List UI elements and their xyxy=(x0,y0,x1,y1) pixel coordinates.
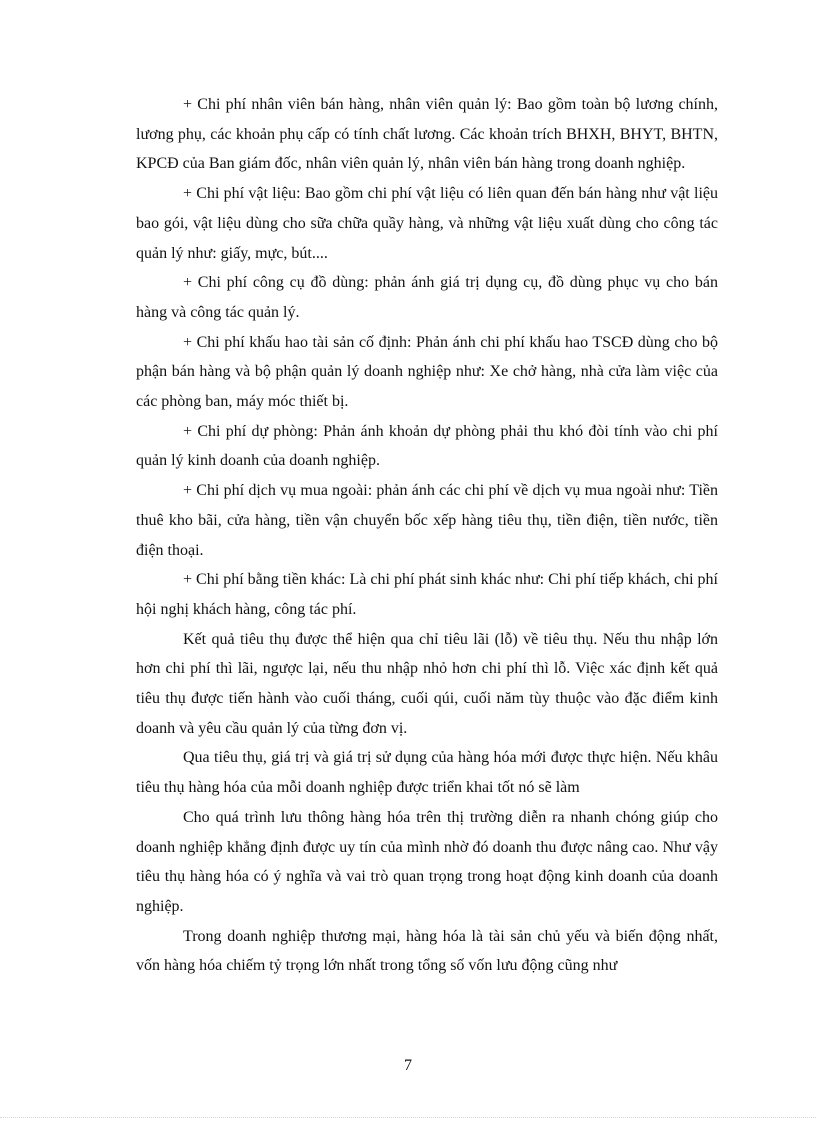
page-body xyxy=(136,90,718,981)
paragraph-sales-result: Kết quả tiêu thụ được thể hiện qua chỉ tiêu lãi (lỗ) về tiêu thụ. Nếu thu nhập lớn hơn chi phí thì lãi, ngược lại, nếu thu nhập nhỏ hơn chi phí thì lỗ. Việc xác định kết quả tiêu thụ được tiến hành vào cuối tháng, cuối qúi, cuối năm tùy thuộc vào đặc điểm kinh doanh và yêu cầu quản lý của từng đơn vị. xyxy=(136,630,718,737)
paragraph-circulation: Cho quá trình lưu thông hàng hóa trên thị trường diễn ra nhanh chóng giúp cho doanh nghiệp khẳng định được uy tín của mình nhờ đó doanh thu được nâng cao. Như vậy tiêu thụ hàng hóa có ý nghĩa và vai trò quan trọng trong hoạt động kinh doanh của doanh nghiệp. xyxy=(136,808,718,915)
page-number: 7 xyxy=(404,1057,412,1074)
paragraph-other-cash-costs: + Chi phí bằng tiền khác: Là chi phí phát sinh khác như: Chi phí tiếp khách, chi phí hội nghị khách hàng, công tác phí. xyxy=(136,571,718,618)
paragraph-trading-enterprise: Trong doanh nghiệp thương mại, hàng hóa là tài sản chủ yếu và biến động nhất, vốn hàng hóa chiếm tỷ trọng lớn nhất trong tổng số vốn lưu động cũng như xyxy=(136,927,718,975)
paragraph-depreciation-costs: + Chi phí khấu hao tài sản cố định: Phản ánh chi phí khấu hao TSCĐ dùng cho bộ phận bán hàng và bộ phận quản lý doanh nghiệp như: Xe chở hàng, nhà cửa làm việc của các phòng ban, máy móc thiết bị. xyxy=(136,333,718,411)
page-bottom-divider xyxy=(0,1117,816,1118)
paragraph-through-sales: Qua tiêu thụ, giá trị và giá trị sử dụng của hàng hóa mới được thực hiện. Nếu khâu tiêu thụ hàng hóa của mỗi doanh nghiệp được triển khai tốt nó sẽ làm xyxy=(136,749,718,797)
paragraph-tool-costs: + Chi phí công cụ đồ dùng: phản ánh giá trị dụng cụ, đồ dùng phục vụ cho bán hàng và công tác quản lý. xyxy=(136,274,718,321)
paragraph-provision-costs: + Chi phí dự phòng: Phản ánh khoản dự phòng phải thu khó đòi tính vào chi phí quản lý kinh doanh của doanh nghiệp. xyxy=(136,422,718,470)
paragraph-staff-costs: + Chi phí nhân viên bán hàng, nhân viên quản lý: Bao gồm toàn bộ lương chính, lương phụ, các khoản phụ cấp có tính chất lương. Các khoản trích BHXH, BHYT, BHTN, KPCĐ của Ban giám đốc, nhân viên quản lý, nhân viên bán hàng trong doanh nghiệp. xyxy=(136,96,718,173)
paragraph-outsourced-service-costs: + Chi phí dịch vụ mua ngoài: phản ánh các chi phí về dịch vụ mua ngoài như: Tiền thuê kho bãi, cửa hàng, tiền vận chuyển bốc xếp hàng tiêu thụ, tiền điện, tiền nước, tiền điện thoại. xyxy=(136,482,718,559)
paragraph-material-costs: + Chi phí vật liệu: Bao gồm chi phí vật liệu có liên quan đến bán hàng như vật liệu bao gói, vật liệu dùng cho sữa chữa quầy hàng, và những vật liệu xuất dùng cho công tác quản lý như: giấy, mực, bút.... xyxy=(136,185,718,262)
